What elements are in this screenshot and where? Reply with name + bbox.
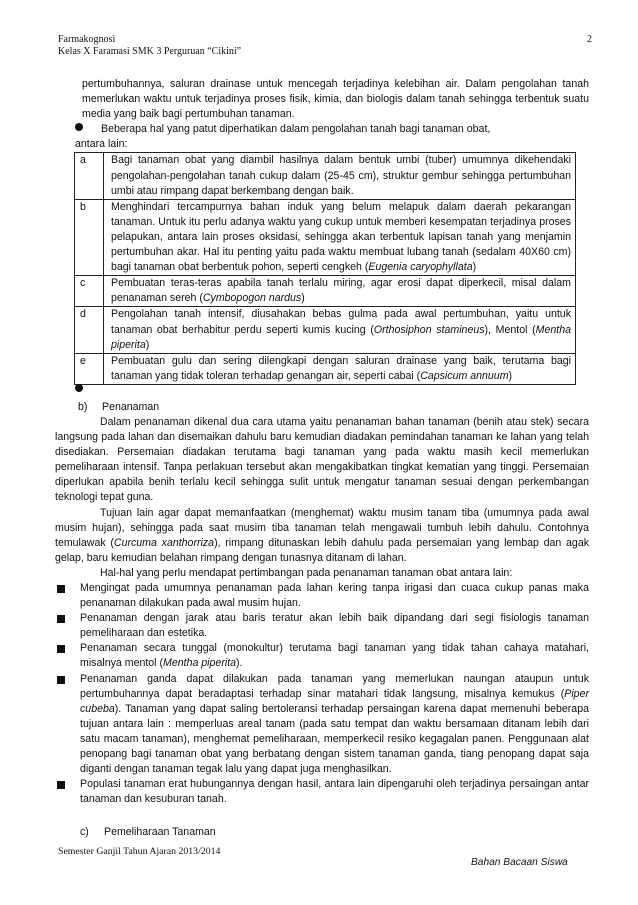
square-bullet-icon: [57, 676, 65, 684]
item-text-part: ). Tanaman yang dapat saling bertoleransi terhadap persaingan karena dapat memenuhi beberapa tujuan antara lain : memperluas areal tanam (pada satu tempat dan waktu bersamaan ditanam lebih dari satu macam tanaman), menghemat pemeliharaan, memperkecil resiko kegagalan panen. Penggunaan alat penopang bagi tanaman obat yang berbatang dengan sistem tanaman ganda, tiang penopang dapat saja diganti dengan tanaman tegak lalu yang dapat juga menghasilkan.: [80, 702, 589, 776]
list-item-text: [80, 672, 589, 778]
table-row-letter: d: [75, 307, 104, 353]
criteria-table: [74, 152, 576, 384]
section-b-title: Penanaman: [102, 400, 160, 413]
header-class-school: Kelas X Faramasi SMK 3 Perguruan “Cikini”: [58, 46, 242, 57]
bullet-dot-icon: [75, 384, 83, 392]
item-text-part: Penanaman ganda dapat dilakukan pada tanaman yang memerlukan naungan ataupun untuk pertumbuhannya dapat beradaptasi terhadap sinar matahari tidak langsung, misalnya kemukus (: [80, 672, 589, 700]
section-b-paragraph-2: [55, 506, 589, 566]
list-item-text: [80, 777, 589, 807]
square-bullet-icon: [57, 585, 65, 593]
planting-considerations-list: [56, 581, 589, 807]
table-row-letter: b: [75, 199, 104, 275]
square-bullet-icon: [57, 645, 65, 653]
section-b-paragraph-1: Dalam penanaman dikenal dua cara utama yaitu penanaman bahan tanaman (benih atau stek) secara langsung pada lahan dan disemaikan dahulu baru kemudian diadakan pemindahan tanaman ke lahan yang telah disediakan. Persemaian diadakan terutama bagi tanaman yang pada waktu masih kecil memerlukan pemeliharaan intensif. Tanpa perlakuan tersebut akan mengakibatkan tingkat kematian yang tinggi. Persemaian diperlukan apabila benih terlalu kecil sehingga sulit untuk mengatur tanaman sesuai dengan perkembangan teknologi tepat guna.: [55, 415, 589, 504]
para2-start: Tujuan lain agar dapat memanfaatkan (menghemat) waktu musim tanam tiba (umumnya pada awal musim hujan), sehingga pada saat musim tiba tanaman telah mengawali tumbuh lebih dahulu. Contohnya temulawak (: [55, 506, 589, 549]
list-item: [56, 672, 589, 778]
row-text-part: ): [145, 338, 150, 351]
table-row-text: [104, 353, 576, 384]
section-c-label: c): [80, 826, 89, 839]
list-item: [56, 581, 589, 611]
item-text-part: ).: [236, 657, 243, 670]
row-text-part: Pengolahan tanah intensif, diusahakan bebas gulma pada awal pertumbuhan, yaitu untuk tanaman obat berhabitur perdu seperti kumis kucing (: [111, 308, 571, 336]
list-item-text: [80, 641, 589, 671]
para2-end: ), rimpang ditunaskan lebih dahulu pada persemaian yang lembap dan agak gelap, baru kemudian belahan rimpang dengan tunasnya ditanam di lahan.: [55, 536, 590, 564]
row-text-part: Pembuatan gulu dan sering dilengkapi dengan saluran drainase yang baik, terutama bagi tanaman yang tidak toleran terhadap genangan air, seperti cabai (: [111, 354, 571, 382]
table-row-text: [104, 153, 576, 199]
row-text-part: Bagi tanaman obat yang diambil hasilnya dalam bentuk umbi (tuber) umumnya dikehendaki pengolahan-pengolahan tanah cukup dalam (25-45 cm), struktur gembur sehingga pertumbuhan umbi atau rimpang dapat berkembang dengan baik.: [111, 154, 571, 197]
row-text-part: Pembuatan teras-teras apabila tanah terlalu miring, agar erosi dapat diperkecil, misal dalam penanaman sereh (: [111, 277, 571, 305]
row-text-part: ): [301, 292, 305, 305]
row-text-part: Menghindari tercampurnya bahan induk yang belum melapuk dalam daerah pekarangan tanaman. Untuk itu perlu adanya waktu yang cukup untuk memberi kesempatan terjadinya proses pelapukan, antara lain proses oksidasi, sehingga akan terbentuk lapisan tanah yang menjamin pertumbuhan akar. Hal itu penting yaitu pada waktu membuat lubang tanah (sedalam 40X60 cm) bagi tanaman obat berbentuk pohon, seperti cengkeh (: [111, 200, 571, 274]
table-row-text: [104, 199, 576, 275]
section-b-paragraph-3: Hal-hal yang perlu mendapat pertimbangan pada penanaman tanaman obat antara lain:: [100, 566, 513, 579]
section-c-title: Pemeliharaan Tanaman: [104, 826, 216, 839]
table-row-letter: a: [75, 153, 104, 199]
table-row: [75, 153, 576, 199]
row-text-part: ), Mentol (: [484, 323, 536, 336]
empty-bullet: [75, 385, 589, 400]
species-name: Mentha piperita: [163, 657, 237, 670]
table-row: [75, 307, 576, 353]
table-row-text: [104, 307, 576, 353]
header-subject: Farmakognosi: [58, 34, 116, 45]
bullet-dot-icon: [75, 123, 83, 131]
item-text-part: Mengingat pada umumnya penanaman pada lahan kering tanpa irigasi dan cuaca cukup panas maka penanaman dilakukan pada awal musim hujan.: [80, 582, 589, 610]
footer-reading-material: Bahan Bacaan Siswa: [471, 857, 568, 868]
list-item-text: [80, 611, 589, 641]
species-name: Cymbopogon nardus: [202, 292, 302, 305]
item-text-part: Penanaman secara tunggal (monokultur) terutama bagi tanaman yang tidak tahan cahaya matahari, misalnya mentol (: [80, 642, 589, 670]
list-item: [56, 641, 589, 671]
row-text-part: ): [472, 261, 477, 274]
item-text-part: Populasi tanaman erat hubungannya dengan hasil, antara lain dipengaruhi oleh terjadinya persaingan antar tanaman dan kesuburan tanah.: [80, 778, 589, 806]
table-row-text: [104, 276, 576, 307]
square-bullet-icon: [57, 781, 65, 789]
footer-semester: Semester Ganjil Tahun Ajaran 2013/2014: [58, 846, 221, 857]
species-name: Orthosiphon stamineus: [373, 323, 485, 336]
page-header: [58, 34, 592, 58]
table-row: [75, 199, 576, 275]
bullet-intro-line1: Beberapa hal yang patut diperhatikan dalam pengolahan tanah bagi tanaman obat,: [101, 123, 491, 136]
page-body: [55, 77, 590, 841]
row-text-part: ): [508, 369, 513, 382]
species-name: Eugenia caryophyllata: [368, 261, 473, 274]
species-name: Piper cubeba: [80, 687, 589, 715]
species-name: Mentha piperita: [111, 323, 571, 351]
square-bullet-icon: [57, 615, 65, 623]
list-item: [56, 611, 589, 641]
table-row: [75, 353, 576, 384]
section-b-label: b): [78, 400, 88, 413]
intro-paragraph: pertumbuhannya, saluran drainase untuk mencegah terjadinya kelebihan air. Dalam pengolahan tanah memerlukan waktu untuk terjadinya proses fisik, kimia, dan biologis dalam tanah sehingga terbentuk suatu media yang baik bagi pertumbuhan tanaman.: [82, 78, 589, 121]
table-row-letter: c: [75, 276, 104, 307]
section-c-heading: [82, 825, 589, 840]
table-row-letter: e: [75, 353, 104, 384]
bullet-intro: [75, 122, 589, 137]
page-number: 2: [587, 34, 592, 45]
bullet-intro-line2: antara lain:: [75, 138, 128, 151]
species-name: Capsicum annuum: [420, 369, 509, 382]
table-row: [75, 276, 576, 307]
list-item-text: [80, 581, 589, 611]
para2-italic: Curcuma xanthorriza: [113, 536, 215, 549]
section-b-heading: [78, 400, 589, 415]
item-text-part: Penanaman dengan jarak atau baris teratur akan lebih baik dipandang dari segi fisiologis tanaman pemeliharaan dan estetika.: [80, 612, 589, 640]
list-item: [56, 777, 589, 807]
